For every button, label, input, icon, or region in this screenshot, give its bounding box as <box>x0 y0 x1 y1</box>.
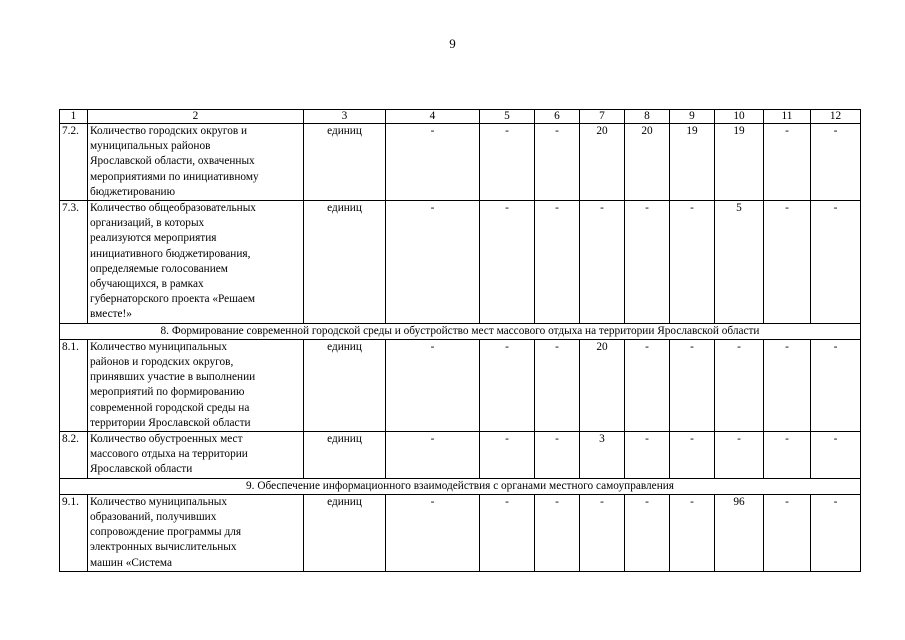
row-number: 8.2. <box>60 432 88 479</box>
value-cell: 3 <box>580 432 625 479</box>
value-cell: - <box>764 124 811 201</box>
section-title: 8. Формирование современной городской среды и обустройство мест массового отдыха на территории Ярославской области <box>60 323 861 339</box>
indicator-name-line: Ярославской области <box>90 463 193 476</box>
indicator-name-line: Количество муниципальных <box>90 340 228 353</box>
value-cell: - <box>715 432 764 479</box>
section-row <box>60 478 861 494</box>
value-cell: - <box>625 339 670 431</box>
value-cell: - <box>625 432 670 479</box>
indicator-name-line: территории Ярославской области <box>90 416 251 429</box>
unit-cell: единиц <box>304 201 386 324</box>
indicator-name-line: сопровождение программы для <box>90 526 242 539</box>
header-cell: 3 <box>304 110 386 124</box>
indicator-name <box>88 494 304 571</box>
indicator-name-line: принявших участие в выполнении <box>90 371 256 384</box>
table-row <box>60 494 861 571</box>
row-number: 7.2. <box>60 124 88 201</box>
indicator-name-line: образований, получивших <box>90 511 217 524</box>
indicator-name-line: реализуются мероприятия <box>90 232 217 245</box>
indicator-name-line: массового отдыха на территории <box>90 448 248 461</box>
indicator-name-line: обучающихся, в рамках <box>90 278 204 291</box>
value-cell: - <box>580 201 625 324</box>
value-cell: - <box>625 494 670 571</box>
value-cell: - <box>670 432 715 479</box>
value-cell: - <box>811 494 861 571</box>
section-row <box>60 323 861 339</box>
value-cell: - <box>535 201 580 324</box>
value-cell: - <box>535 432 580 479</box>
indicator-name-line: Количество муниципальных <box>90 495 228 508</box>
value-cell: - <box>764 339 811 431</box>
header-cell: 7 <box>580 110 625 124</box>
table-row <box>60 201 861 324</box>
indicator-name-line: Количество обустроенных мест <box>90 433 243 446</box>
value-cell: - <box>764 432 811 479</box>
header-row <box>60 110 861 124</box>
value-cell: 20 <box>580 124 625 201</box>
header-cell: 8 <box>625 110 670 124</box>
value-cell: 20 <box>625 124 670 201</box>
value-cell: - <box>386 432 480 479</box>
value-cell: - <box>480 124 535 201</box>
value-cell: - <box>480 339 535 431</box>
indicator-name-line: мероприятиями по инициативному <box>90 170 259 183</box>
row-number: 9.1. <box>60 494 88 571</box>
value-cell: 5 <box>715 201 764 324</box>
indicator-name <box>88 124 304 201</box>
value-cell: - <box>535 494 580 571</box>
indicator-name-line: мероприятий по формированию <box>90 386 245 399</box>
header-cell: 2 <box>88 110 304 124</box>
indicator-name <box>88 201 304 324</box>
indicator-name <box>88 432 304 479</box>
section-title: 9. Обеспечение информационного взаимодействия с органами местного самоуправления <box>60 478 861 494</box>
value-cell: - <box>670 201 715 324</box>
indicator-name-line: современной городской среды на <box>90 401 250 414</box>
indicator-name-line: районов и городских округов, <box>90 356 234 369</box>
value-cell: - <box>386 201 480 324</box>
unit-cell: единиц <box>304 494 386 571</box>
value-cell: - <box>764 201 811 324</box>
indicator-name-line: Ярославской области, охваченных <box>90 155 255 168</box>
value-cell: 19 <box>670 124 715 201</box>
value-cell: - <box>811 201 861 324</box>
indicator-name <box>88 339 304 431</box>
table-row <box>60 432 861 479</box>
indicator-name-line: определяемые голосованием <box>90 262 228 275</box>
table-row <box>60 339 861 431</box>
value-cell: 19 <box>715 124 764 201</box>
page-number: 9 <box>449 36 456 51</box>
value-cell: - <box>625 201 670 324</box>
unit-cell: единиц <box>304 339 386 431</box>
value-cell: - <box>715 339 764 431</box>
value-cell: - <box>386 124 480 201</box>
value-cell: 20 <box>580 339 625 431</box>
indicator-name-line: машин «Система <box>90 556 172 569</box>
value-cell: - <box>480 432 535 479</box>
header-cell: 9 <box>670 110 715 124</box>
indicator-name-line: электронных вычислительных <box>90 541 237 554</box>
row-number: 8.1. <box>60 339 88 431</box>
header-cell: 12 <box>811 110 861 124</box>
value-cell: - <box>386 339 480 431</box>
indicator-name-line: бюджетированию <box>90 185 176 198</box>
value-cell: - <box>580 494 625 571</box>
value-cell: 96 <box>715 494 764 571</box>
value-cell: - <box>670 339 715 431</box>
unit-cell: единиц <box>304 432 386 479</box>
header-cell: 6 <box>535 110 580 124</box>
header-cell: 4 <box>386 110 480 124</box>
table-row <box>60 124 861 201</box>
indicator-name-line: инициативного бюджетирования, <box>90 247 251 260</box>
value-cell: - <box>535 339 580 431</box>
indicator-name-line: вместе!» <box>90 308 132 321</box>
value-cell: - <box>670 494 715 571</box>
indicator-name-line: губернаторского проекта «Решаем <box>90 293 256 306</box>
value-cell: - <box>535 124 580 201</box>
value-cell: - <box>811 124 861 201</box>
value-cell: - <box>764 494 811 571</box>
indicator-name-line: организаций, в которых <box>90 217 205 230</box>
header-cell: 1 <box>60 110 88 124</box>
header-cell: 10 <box>715 110 764 124</box>
value-cell: - <box>811 339 861 431</box>
header-cell: 11 <box>764 110 811 124</box>
indicator-name-line: Количество общеобразовательных <box>90 202 256 215</box>
unit-cell: единиц <box>304 124 386 201</box>
indicator-name-line: Количество городских округов и <box>90 125 248 137</box>
value-cell: - <box>386 494 480 571</box>
indicator-name-line: муниципальных районов <box>90 140 211 153</box>
value-cell: - <box>480 201 535 324</box>
header-cell: 5 <box>480 110 535 124</box>
indicator-table <box>59 109 861 572</box>
value-cell: - <box>811 432 861 479</box>
row-number: 7.3. <box>60 201 88 324</box>
value-cell: - <box>480 494 535 571</box>
